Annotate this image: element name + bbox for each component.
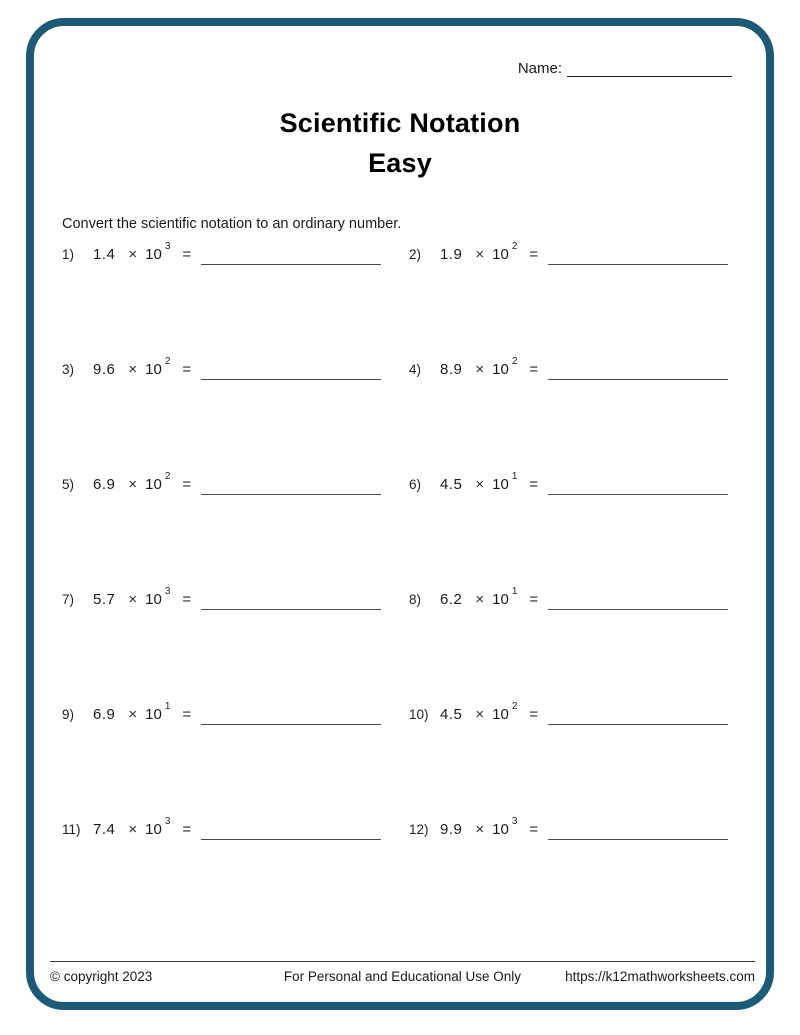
equals-sign: = — [182, 591, 192, 608]
equals-sign: = — [529, 821, 539, 838]
base-ten: 10 — [492, 821, 509, 838]
equals-sign: = — [529, 246, 539, 263]
equals-sign: = — [182, 476, 192, 493]
problem-number: 11) — [62, 822, 81, 837]
exponent: 1 — [164, 701, 171, 712]
multiplication-sign: × — [475, 591, 485, 608]
problem-item — [62, 701, 381, 728]
problem-number: 12) — [409, 822, 429, 837]
answer-fill-in-line[interactable] — [548, 706, 728, 725]
worksheet-title — [0, 103, 800, 183]
exponent: 3 — [164, 586, 171, 597]
equals-sign: = — [529, 476, 539, 493]
equals-sign: = — [182, 361, 192, 378]
exponent: 2 — [511, 241, 518, 252]
problem-item — [409, 816, 728, 843]
exponent: 3 — [164, 241, 171, 252]
base-ten: 10 — [492, 361, 509, 378]
coefficient: 6.2 — [440, 591, 463, 608]
problem-item — [409, 701, 728, 728]
problem-number: 9) — [62, 707, 75, 722]
equals-sign: = — [182, 821, 192, 838]
coefficient: 4.5 — [440, 476, 463, 493]
equals-sign: = — [529, 361, 539, 378]
exponent: 2 — [164, 356, 171, 367]
problem-number: 2) — [409, 247, 422, 262]
problem-item — [62, 816, 381, 843]
multiplication-sign: × — [475, 821, 485, 838]
answer-fill-in-line[interactable] — [201, 821, 381, 840]
coefficient: 9.9 — [440, 821, 463, 838]
coefficient: 1.9 — [440, 246, 463, 263]
problem-item — [409, 356, 728, 383]
answer-fill-in-line[interactable] — [201, 706, 381, 725]
multiplication-sign: × — [128, 476, 138, 493]
coefficient: 6.9 — [93, 476, 116, 493]
problem-item — [62, 471, 381, 498]
problem-item — [409, 471, 728, 498]
answer-fill-in-line[interactable] — [548, 476, 728, 495]
coefficient: 7.4 — [93, 821, 116, 838]
base-ten: 10 — [145, 476, 162, 493]
exponent: 2 — [511, 356, 518, 367]
coefficient: 9.6 — [93, 361, 116, 378]
exponent: 3 — [511, 816, 518, 827]
name-fill-in-line[interactable] — [567, 60, 732, 77]
answer-fill-in-line[interactable] — [548, 821, 728, 840]
answer-fill-in-line[interactable] — [548, 361, 728, 380]
exponent: 2 — [164, 471, 171, 482]
answer-fill-in-line[interactable] — [201, 361, 381, 380]
coefficient: 4.5 — [440, 706, 463, 723]
problem-number: 4) — [409, 362, 422, 377]
multiplication-sign: × — [128, 591, 138, 608]
base-ten: 10 — [492, 591, 509, 608]
base-ten: 10 — [145, 821, 162, 838]
multiplication-sign: × — [475, 246, 485, 263]
coefficient: 6.9 — [93, 706, 116, 723]
exponent: 1 — [511, 471, 518, 482]
problem-number: 8) — [409, 592, 422, 607]
multiplication-sign: × — [475, 476, 485, 493]
multiplication-sign: × — [128, 246, 138, 263]
multiplication-sign: × — [128, 821, 138, 838]
exponent: 3 — [164, 816, 171, 827]
answer-fill-in-line[interactable] — [201, 476, 381, 495]
answer-fill-in-line[interactable] — [201, 246, 381, 265]
base-ten: 10 — [145, 706, 162, 723]
answer-fill-in-line[interactable] — [201, 591, 381, 610]
equals-sign: = — [529, 591, 539, 608]
problem-item — [409, 586, 728, 613]
answer-fill-in-line[interactable] — [548, 246, 728, 265]
base-ten: 10 — [145, 246, 162, 263]
coefficient: 8.9 — [440, 361, 463, 378]
problem-number: 7) — [62, 592, 75, 607]
base-ten: 10 — [145, 591, 162, 608]
base-ten: 10 — [492, 246, 509, 263]
answer-fill-in-line[interactable] — [548, 591, 728, 610]
problems-grid — [62, 241, 728, 936]
problem-number: 1) — [62, 247, 75, 262]
name-label: Name: — [517, 60, 562, 77]
problem-item — [409, 241, 728, 268]
multiplication-sign: × — [128, 361, 138, 378]
coefficient: 5.7 — [93, 591, 116, 608]
multiplication-sign: × — [475, 361, 485, 378]
footer-copyright: © copyright 2023 — [50, 969, 153, 984]
problem-number: 10) — [409, 707, 429, 722]
base-ten: 10 — [492, 476, 509, 493]
problem-number: 5) — [62, 477, 75, 492]
equals-sign: = — [182, 706, 192, 723]
problem-item — [62, 356, 381, 383]
instruction-text: Convert the scientific notation to an ordinary number. — [62, 216, 402, 232]
coefficient: 1.4 — [93, 246, 116, 263]
title-line-1: Scientific Notation — [279, 108, 521, 138]
equals-sign: = — [529, 706, 539, 723]
multiplication-sign: × — [475, 706, 485, 723]
footer — [50, 961, 755, 984]
footer-usage-note: For Personal and Educational Use Only — [283, 969, 522, 984]
problem-item — [62, 241, 381, 268]
problem-number: 6) — [409, 477, 422, 492]
multiplication-sign: × — [128, 706, 138, 723]
problem-number: 3) — [62, 362, 75, 377]
base-ten: 10 — [145, 361, 162, 378]
problem-item — [62, 586, 381, 613]
exponent: 1 — [511, 586, 518, 597]
title-line-2: Easy — [368, 148, 432, 178]
name-field-row — [518, 60, 732, 77]
base-ten: 10 — [492, 706, 509, 723]
footer-url[interactable]: https://k12mathworksheets.com — [565, 969, 755, 984]
equals-sign: = — [182, 246, 192, 263]
exponent: 2 — [511, 701, 518, 712]
